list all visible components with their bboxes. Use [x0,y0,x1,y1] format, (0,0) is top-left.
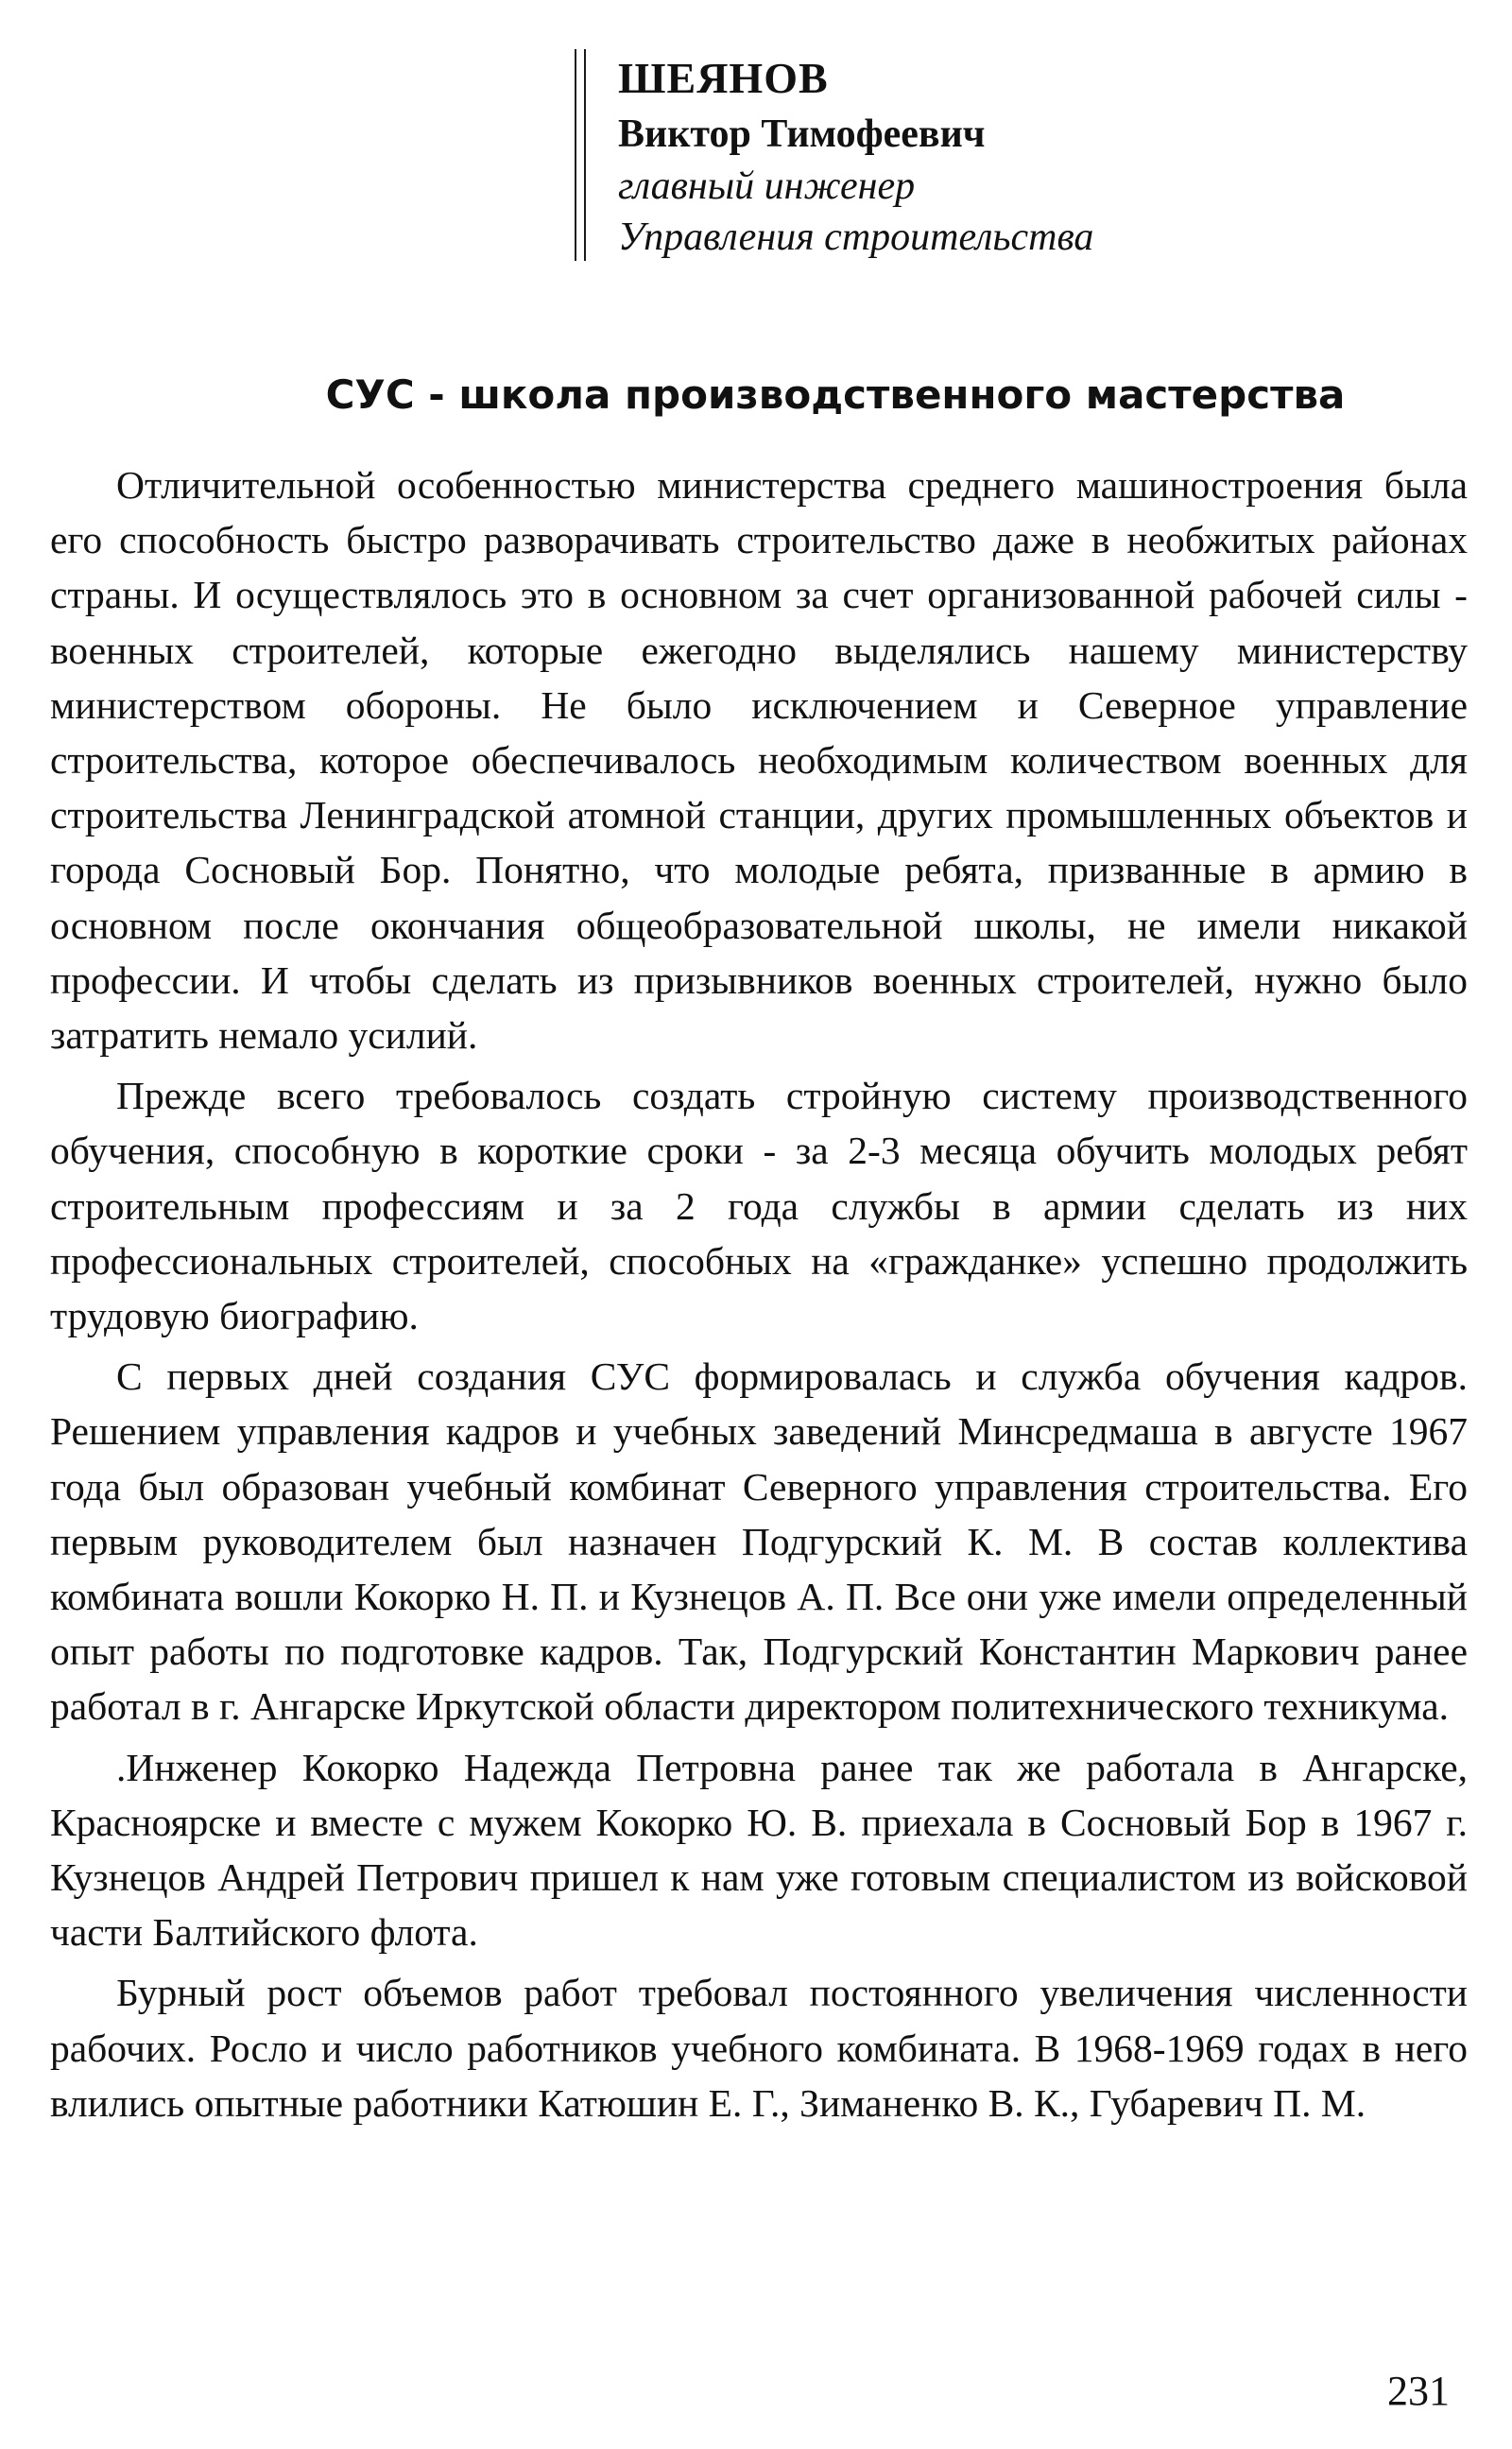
author-name: Виктор Тимофеевич [618,112,986,156]
author-block [575,49,1236,265]
page-number: 231 [1387,2368,1450,2414]
author-info [618,49,1093,263]
paragraph: С первых дней создания СУС формировалась и служба обучения кадров. Решением управления кадров и учебных заведений Минсредмаша в августе 1967 года был образован учебный комбинат Северного управления строительства. Его первым руководителем был назначен Подгурский К. М. В состав коллектива комбината вошли Кокорко Н. П. и Кузнецов А. П. Все они уже имели определенный опыт работы по подготовке кадров. Так, Подгурский Константин Маркович ранее работал в г. Ангарске Иркутской области директором политехнического техникума. [50,1354,1468,1729]
author-position-line2: Управления строительства [618,216,1094,259]
author-surname: ШЕЯНОВ [618,54,829,102]
author-position-line1: главный инженер [618,164,916,208]
author-double-rule [575,49,586,261]
paragraph: Отличительной особенностью министерства среднего машиностроения была его способность быстро разворачивать строительство даже в необжитых районах страны. И осуществлялось это в основном за счет организованной рабочей силы - военных строителей, которые ежегодно выделялись нашему министерству министерством обороны. Не было исключением и Северное управление строительства, которое обеспечивалось необходимым количеством военных для строительства Ленинградской атомной станции, других промышленных объектов и города Сосновый Бор. Понятно, что молодые ребята, призванные в армию в основном после окончания общеобразовательной школы, не имели никакой профессии. И чтобы сделать из призывников военных строителей, нужно было затратить немало усилий. [50,463,1468,1058]
paragraph: Бурный рост объемов работ требовал постоянного увеличения численности рабочих. Росло и число работников учебного комбината. В 1968-1969 годах в него влились опытные работники Катюшин Е. Г., Зиманенко В. К., Губаревич П. М. [50,1971,1468,2125]
paragraph: .Инженер Кокорко Надежда Петровна ранее так же работала в Ангарске, Красноярске и вместе с мужем Кокорко Ю. В. приехала в Сосновый Бор в 1967 г. Кузнецов Андрей Петрович пришел к нам уже готовым специалистом из войсковой части Балтийского флота. [50,1745,1468,1955]
article-title: СУС - школа производственного мастерства [325,371,1346,418]
article-body [50,457,1468,2136]
paragraph: Прежде всего требовалось создать стройную систему производственного обучения, способную в короткие сроки - за 2-3 месяца обучить молодых ребят строительным профессиям и за 2 года службы в армии сделать из них профессиональных строителей, способных на «гражданке» успешно продолжить трудовую биографию. [50,1074,1468,1338]
